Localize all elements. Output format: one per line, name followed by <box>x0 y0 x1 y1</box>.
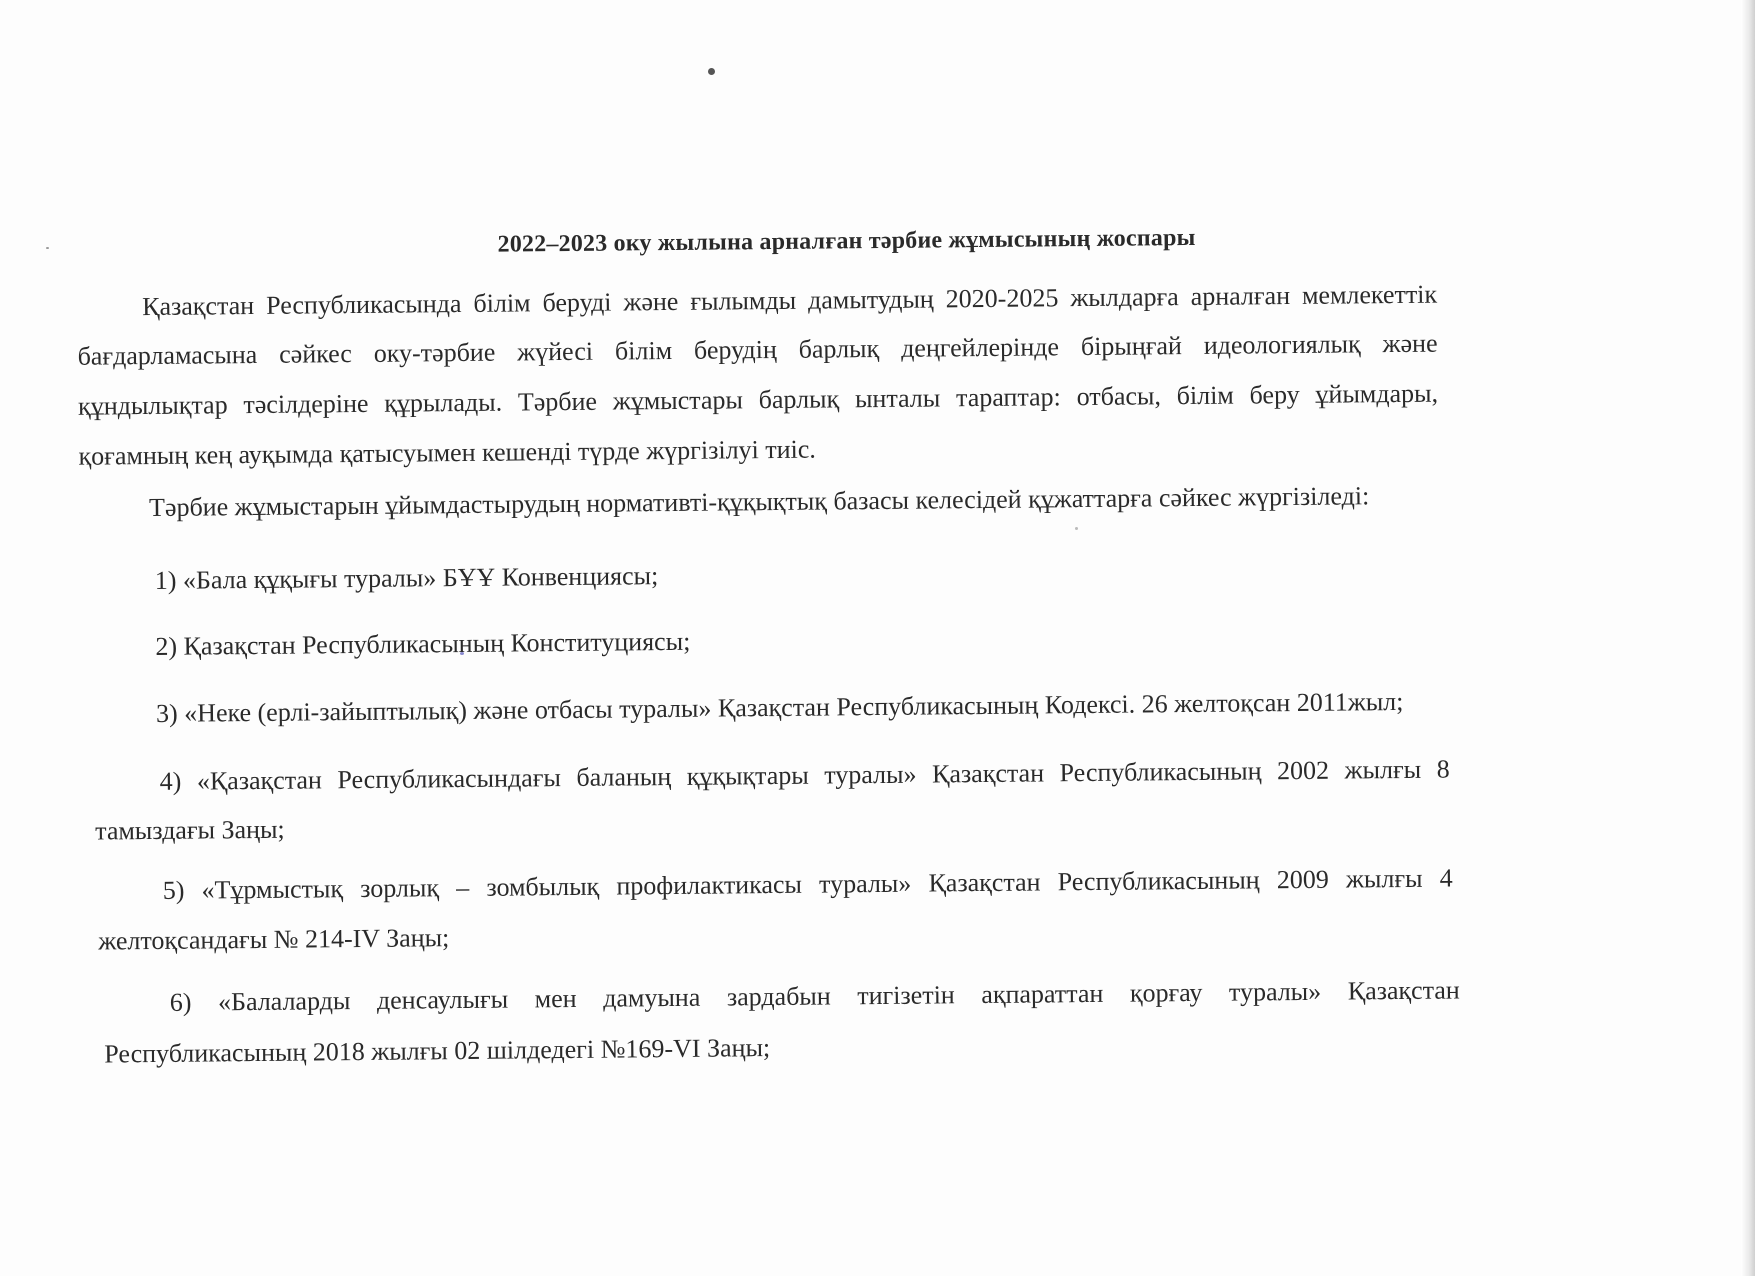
list-item-2: 2) Қазақстан Республикасының Конституциясы; <box>155 626 691 661</box>
basis-line: Тәрбие жұмыстарын ұйымдастырудың нормативті-құқықтық базасы келесідей құжаттарға сәйкес жүргізіледі: <box>148 481 1370 523</box>
list-item-1: 1) «Бала құқығы туралы» БҰҰ Конвенциясы; <box>154 561 659 595</box>
list-item-3: 3) «Неке (ерлі-зайыптылық) және отбасы туралы» Қазақстан Республикасының Кодексі. 26 желтоқсан 2011жыл; <box>155 686 1404 728</box>
list-item-6-line-2: Республикасының 2018 жылғы 02 шілдедегі №169-VI Заңы; <box>104 1033 771 1069</box>
intro-line-2: бағдарламасына сәйкес оку-тәрбие жүйесі білім берудің барлық деңгейлерінде бірыңғай идеологиялық және <box>77 328 1438 371</box>
list-item-4-line-2: тамыздағы Заңы; <box>95 814 285 846</box>
list-item-5-line-1: 5) «Тұрмыстық зорлық – зомбылық профилактикасы туралы» Қазақстан Республикасының 2009 жылғы 4 <box>162 863 1453 905</box>
list-item-4-line-1: 4) «Қазақстан Республикасындағы баланың құқықтары туралы» Қазақстан Республикасының 2002 жылғы 8 <box>159 754 1450 796</box>
intro-line-4: қоғамның кең ауқымда қатысуымен кешенді түрде жүргізілуі тиіс. <box>78 434 816 471</box>
list-item-6-line-1: 6) «Балаларды денсаулығы мен дамуына зардабын тигізетін ақпараттан қорғау туралы» Қазақстан <box>169 975 1460 1017</box>
document-title: 2022–2023 оку жылына арналған тәрбие жұмысының жоспары <box>497 224 1196 258</box>
intro-line-3: құндылықтар тәсілдеріне құрылады. Тәрбие жұмыстары барлық ынталы тараптар: отбасы, білім беру ұйымдары, <box>77 378 1439 421</box>
intro-line-1: Қазақстан Республикасында білім беруді және ғылымды дамытудың 2020-2025 жылдарға арналған мемлекеттік <box>142 279 1438 322</box>
list-item-5-line-2: желтоқсандағы № 214-IV Заңы; <box>98 923 450 956</box>
